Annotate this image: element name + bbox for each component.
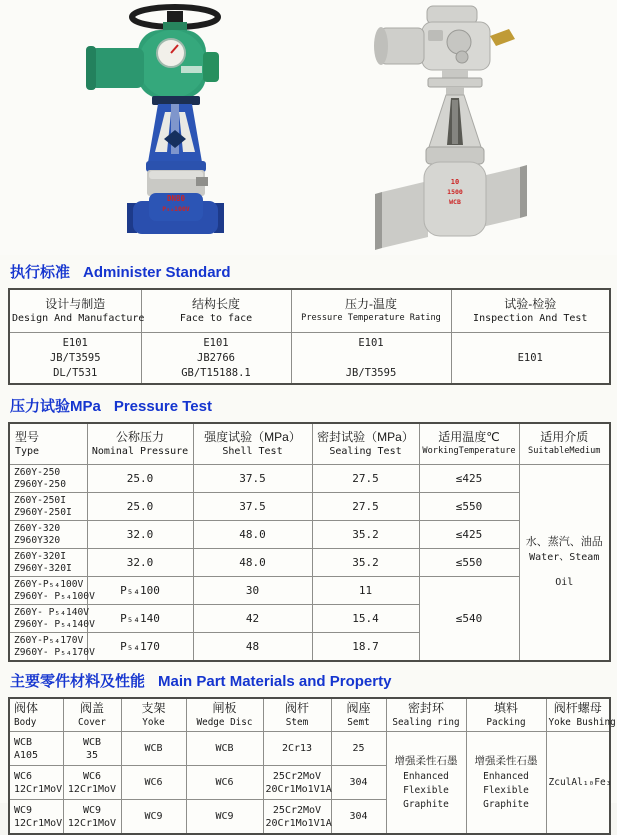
right-valve-marking-line3: WCB — [449, 198, 461, 206]
standards-cell: E101 JB/T3595 DL/T531 — [9, 333, 141, 385]
wedge-disc-material-cell: WC6 — [186, 766, 263, 800]
nameplate — [181, 66, 202, 73]
left-valve-photo — [0, 0, 310, 255]
column-header: 密封环 Sealing ring — [386, 698, 466, 732]
nominal-pressure-cell: P₅₄170 — [87, 633, 193, 662]
column-header: 结构长度 Face to face — [141, 289, 291, 333]
type-cell: Z60Y-320 Z960Y320 — [9, 521, 87, 549]
right-valve-marking-line1: 10 — [450, 178, 460, 186]
column-header: 强度试验（MPa） Shell Test — [193, 423, 312, 465]
column-header: 公称压力 Nominal Pressure — [87, 423, 193, 465]
section-title-en: Main Part Materials and Property — [158, 673, 392, 690]
shell-test-cell: 30 — [193, 577, 312, 605]
pressure-test-table — [8, 422, 611, 662]
wedge-disc-material-cell: WCB — [186, 732, 263, 766]
section-title-administer-standard — [10, 263, 617, 283]
column-header: 阀杆螺母 Yoke Bushing — [546, 698, 610, 732]
nominal-pressure-cell: 32.0 — [87, 521, 193, 549]
shell-test-cell: 37.5 — [193, 493, 312, 521]
table-row — [9, 732, 610, 766]
working-temperature-cell: ≤425 — [419, 465, 519, 493]
type-cell: Z60Y- P₅₄140V Z960Y- P₅₄140V — [9, 605, 87, 633]
cover-material-cell: WCB 35 — [63, 732, 121, 766]
nominal-pressure-cell: 32.0 — [87, 549, 193, 577]
administer-standard-table — [8, 288, 611, 385]
product-photos — [0, 0, 617, 255]
electric-actuator — [86, 22, 219, 98]
type-cell: Z60Y-P₅₄100V Z960Y- P₅₄100V — [9, 577, 87, 605]
valve-body-blue — [127, 96, 224, 234]
cover-material-cell: WC9 12Cr1MoV — [63, 800, 121, 835]
table-row — [9, 333, 610, 385]
column-header: 适用温度℃ WorkingTemperature — [419, 423, 519, 465]
left-valve-marking-line1: DN80 — [166, 194, 186, 203]
sealing-test-cell: 35.2 — [312, 549, 419, 577]
section-title-zh: 主要零件材料及性能 — [10, 673, 146, 690]
right-valve-marking-line2: 1500 — [447, 188, 463, 196]
nominal-pressure-cell: P₅₄140 — [87, 605, 193, 633]
type-cell: Z60Y-320I Z960Y-320I — [9, 549, 87, 577]
wedge-disc-material-cell: WC9 — [186, 800, 263, 835]
yoke-bushing-material-cell: ZculAl₁₀Fe₃ — [546, 732, 610, 835]
shell-test-cell: 48.0 — [193, 521, 312, 549]
table-row — [9, 465, 610, 493]
right-valve-photo — [330, 0, 617, 255]
working-temperature-cell: ≤550 — [419, 493, 519, 521]
stem-material-cell: 25Cr2MoV 20Cr1Mo1V1A — [263, 800, 331, 835]
valve-body-gray — [375, 70, 527, 250]
working-temperature-cell: ≤550 — [419, 549, 519, 577]
sealing-test-cell: 27.5 — [312, 493, 419, 521]
stem-material-cell: 2Cr13 — [263, 732, 331, 766]
nominal-pressure-cell: 25.0 — [87, 493, 193, 521]
yoke-material-cell: WC9 — [121, 800, 186, 835]
section-title-pressure-test — [10, 397, 617, 417]
shell-test-cell: 48.0 — [193, 549, 312, 577]
brass-fitting — [490, 29, 515, 46]
nominal-pressure-cell: 25.0 — [87, 465, 193, 493]
column-header: 填料 Packing — [466, 698, 546, 732]
section-title-zh: 执行标准 — [10, 264, 71, 281]
type-cell: Z60Y-250 Z960Y-250 — [9, 465, 87, 493]
standards-cell: E101 — [451, 333, 610, 385]
type-cell: Z60Y-250I Z960Y-250I — [9, 493, 87, 521]
sealing-test-cell: 15.4 — [312, 605, 419, 633]
working-temperature-cell: ≤425 — [419, 521, 519, 549]
column-header: 压力-温度 Pressure Temperature Rating — [291, 289, 451, 333]
section-title-en: Administer Standard — [83, 264, 231, 281]
body-material-cell: WC9 12Cr1MoV — [9, 800, 63, 835]
column-header: 阀杆 Stem — [263, 698, 331, 732]
yoke-material-cell: WC6 — [121, 766, 186, 800]
seat-material-cell: 304 — [331, 800, 386, 835]
type-cell: Z60Y-P₅₄170V Z960Y- P₅₄170V — [9, 633, 87, 662]
stem-material-cell: 25Cr2MoV 20Cr1Mo1V1A — [263, 766, 331, 800]
column-header: 试验-检验 Inspection And Test — [451, 289, 610, 333]
section-title-main-part-materials — [10, 672, 617, 692]
seat-material-cell: 25 — [331, 732, 386, 766]
column-header: 设计与制造 Design And Manufacture — [9, 289, 141, 333]
sealing-test-cell: 27.5 — [312, 465, 419, 493]
section-title-en: Pressure Test — [113, 398, 212, 415]
sealing-ring-material-cell: 增强柔性石墨 Enhanced Flexible Graphite — [386, 732, 466, 835]
column-header: 阀体 Body — [9, 698, 63, 732]
standards-cell: E101 JB/T3595 — [291, 333, 451, 385]
column-header: 支架 Yoke — [121, 698, 186, 732]
column-header: 阀盖 Cover — [63, 698, 121, 732]
column-header: 阀座 Semt — [331, 698, 386, 732]
column-header: 适用介质 SuitableMedium — [519, 423, 610, 465]
header-row — [9, 289, 610, 333]
sealing-test-cell: 18.7 — [312, 633, 419, 662]
yoke-material-cell: WCB — [121, 732, 186, 766]
header-row — [9, 698, 610, 732]
body-material-cell: WCB A105 — [9, 732, 63, 766]
packing-material-cell: 增强柔性石墨 Enhanced Flexible Graphite — [466, 732, 546, 835]
header-row — [9, 423, 610, 465]
shell-test-cell: 42 — [193, 605, 312, 633]
sealing-test-cell: 35.2 — [312, 521, 419, 549]
suitable-medium-cell: 水、蒸汽、油品 Water、Steam Oil — [519, 465, 610, 662]
shell-test-cell: 48 — [193, 633, 312, 662]
column-header: 密封试验（MPa） Sealing Test — [312, 423, 419, 465]
electric-actuator — [374, 6, 515, 70]
shell-test-cell: 37.5 — [193, 465, 312, 493]
section-title-zh: 压力试验MPa — [10, 398, 101, 415]
column-header: 闸板 Wedge Disc — [186, 698, 263, 732]
cover-material-cell: WC6 12Cr1MoV — [63, 766, 121, 800]
working-temperature-cell: ≤540 — [419, 577, 519, 662]
nominal-pressure-cell: P₅₄100 — [87, 577, 193, 605]
left-valve-marking-line2: P₅₄100V — [162, 205, 190, 213]
seat-material-cell: 304 — [331, 766, 386, 800]
sealing-test-cell: 11 — [312, 577, 419, 605]
body-material-cell: WC6 12Cr1MoV — [9, 766, 63, 800]
column-header: 型号 Type — [9, 423, 87, 465]
materials-table — [8, 697, 616, 835]
standards-cell: E101 JB2766 GB/T15188.1 — [141, 333, 291, 385]
